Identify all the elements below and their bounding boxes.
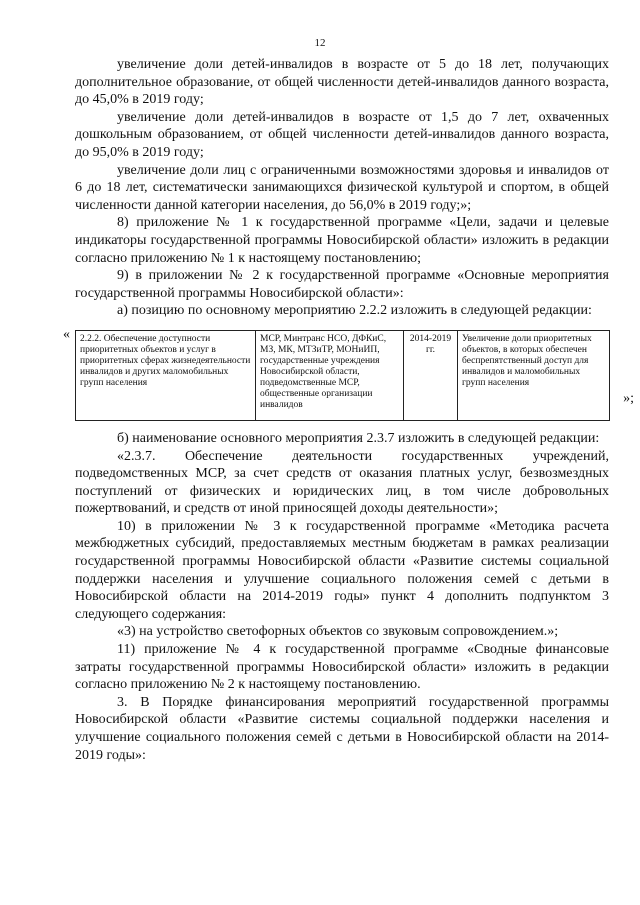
paragraph: увеличение доли детей-инвалидов в возрасте от 5 до 18 лет, получающих дополнительное образование, от общей численности детей-инвалидов данного возраста, до 45,0% в 2019 году; [75,57,609,108]
paragraph: а) позицию по основному мероприятию 2.2.2 изложить в следующей редакции: [117,303,592,319]
paragraph: б) наименование основного мероприятия 2.3.7 изложить в следующей редакции: [117,430,600,446]
table-cell-measure: 2.2.2. Обеспечение доступности приоритетных объектов и услуг в приоритетных сферах жизнедеятельности инвалидов и других маломобильных групп населения [76,330,256,420]
table-cell-executors: МСР, Минтранс НСО, ДФКиС, МЗ, МК, МТЗиТР, МОНиИП, государственные учреждения Новосибирской области, подведомственные МСР, общественные организации инвалидов [256,330,404,420]
page-number: 12 [314,37,326,49]
paragraph: 8) приложение № 1 к государственной программе «Цели, задачи и целевые индикаторы государственной программы Новосибирской области» изложить в редакции согласно приложению № 1 к настоящему постановлению; [75,215,609,266]
paragraph: 10) в приложении № 3 к государственной программе «Методика расчета межбюджетных субсидий, предоставляемых местным бюджетам в рамках реализации государственной программы Новосибирской области «Развитие системы социальной поддержки населения и улучшение социального положения семей с детьми в Новосибирской области на 2014-2019 годы» пункт 4 дополнить подпунктом 3 следующего содержания: [75,518,609,622]
paragraph: 11) приложение № 4 к государственной программе «Сводные финансовые затраты государственной программы Новосибирской области» изложить в редакции согласно приложению № 2 к настоящему постановлению. [75,642,609,693]
program-table-block [63,326,634,421]
opening-quote: « [63,326,70,342]
document-body [63,56,634,764]
program-measures-table [75,330,610,421]
paragraph: 3. В Порядке финансирования мероприятий государственной программы Новосибирской области «Развитие системы социальной поддержки населения и улучшение социального положения семей с детьми в Новосибирской области на 2014-2019 годы»: [75,694,609,763]
paragraph: 9) в приложении № 2 к государственной программе «Основные мероприятия государственной программы Новосибирской области»: [75,268,609,301]
paragraph: «2.3.7. Обеспечение деятельности государственных учреждений, подведомственных МСР, за счет средств от оказания платных услуг, безвозмездных поступлений от физических и юридических лиц, в том числе добровольных пожертвований, и средств от иной приносящей доходы деятельности»; [75,448,609,517]
closing-quote: »; [623,390,634,406]
table-cell-period: 2014-2019 гг. [404,330,458,420]
table-cell-result: Увеличение доли приоритетных объектов, в которых обеспечен беспрепятственный доступ для инвалидов и маломобильных групп населения [458,330,610,420]
table-row [76,330,610,420]
paragraph: увеличение доли лиц с ограниченными возможностями здоровья и инвалидов от 6 до 18 лет, систематически занимающихся физической культурой и спортом, в общей численности данной категории населения, до 56,0% в 2019 году;»; [75,162,609,213]
paragraph: увеличение доли детей-инвалидов в возрасте от 1,5 до 7 лет, охваченных дошкольным образованием, от общей численности детей-инвалидов данного возраста, до 95,0% в 2019 году; [75,109,609,160]
paragraph: «3) на устройство светофорных объектов со звуковым сопровождением.»; [117,624,559,640]
